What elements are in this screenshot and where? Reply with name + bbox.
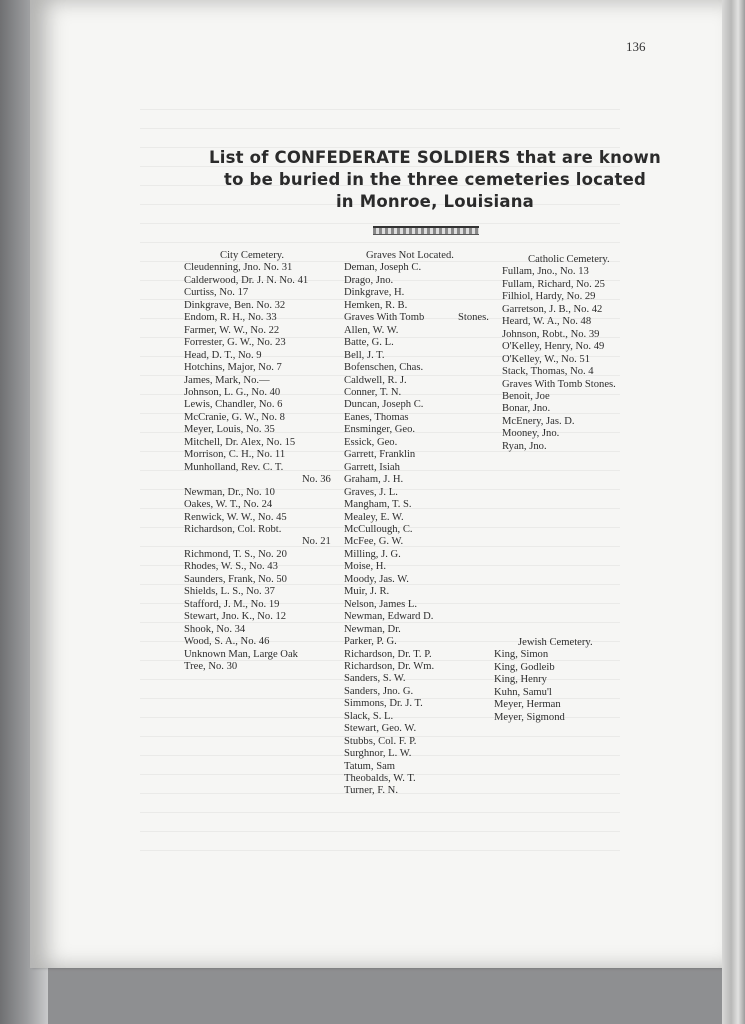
list-item: Sanders, S. W. xyxy=(344,673,406,685)
catholic-tomb-stones-heading: Graves With Tomb Stones. xyxy=(502,378,616,390)
list-item: Slack, S. L. xyxy=(344,710,394,722)
list-item: Batte, G. L. xyxy=(344,337,394,349)
list-item: Conner, T. N. xyxy=(344,386,402,398)
list-item: Graves, J. L. xyxy=(344,486,398,498)
list-item: Morrison, C. H., No. 11 xyxy=(184,449,286,461)
list-item: Moise, H. xyxy=(344,561,387,573)
list-item: Allen, W. W. xyxy=(344,324,399,336)
list-item: Hemken, R. B. xyxy=(344,299,408,311)
list-item: Mooney, Jno. xyxy=(502,428,560,440)
jewish-cemetery-heading: Jewish Cemetery. xyxy=(518,637,593,648)
list-item: Simmons, Dr. J. T. xyxy=(344,698,423,710)
list-item: Head, D. T., No. 9 xyxy=(184,349,262,361)
list-item: Fullam, Jno., No. 13 xyxy=(502,266,589,278)
list-item: King, Henry xyxy=(494,674,547,686)
tomb-stones-heading-text: Graves With Tomb xyxy=(344,312,425,324)
list-item: Wood, S. A., No. 46 xyxy=(184,636,270,648)
not-located-heading: Graves Not Located. xyxy=(366,250,454,261)
list-item: McFee, G. W. xyxy=(344,536,404,548)
list-item: Fullam, Richard, No. 25 xyxy=(502,278,605,290)
catholic-cemetery-column xyxy=(502,254,672,453)
list-item: Bofenschen, Chas. xyxy=(344,362,424,374)
tomb-stones-list xyxy=(344,325,504,798)
list-item: Garrett, Franklin xyxy=(344,449,416,461)
list-item: Newman, Dr., No. 10 xyxy=(184,486,275,498)
list-item: No. 36 xyxy=(302,474,331,486)
list-item: O'Kelley, Henry, No. 49 xyxy=(502,341,605,353)
list-item: Rhodes, W. S., No. 43 xyxy=(184,561,278,573)
list-item: Richardson, Col. Robt. xyxy=(184,523,282,535)
list-item: Stafford, J. M., No. 19 xyxy=(184,598,280,610)
list-item: Johnson, L. G., No. 40 xyxy=(184,386,281,398)
catholic-cemetery-list xyxy=(502,266,672,378)
list-item: Renwick, W. W., No. 45 xyxy=(184,511,287,523)
list-item: Heard, W. A., No. 48 xyxy=(502,316,592,328)
list-item: Forrester, G. W., No. 23 xyxy=(184,337,286,349)
catholic-tomb-stones-list xyxy=(502,391,672,453)
list-item: Duncan, Joseph C. xyxy=(344,399,424,411)
list-item: Oakes, W. T., No. 24 xyxy=(184,499,273,511)
list-item: Tatum, Sam xyxy=(344,760,396,772)
list-item: Deman, Joseph C. xyxy=(344,262,422,274)
list-item: Drago, Jno. xyxy=(344,274,394,286)
list-item: No. 21 xyxy=(302,536,331,548)
list-item: Richmond, T. S., No. 20 xyxy=(184,548,287,560)
list-item: Stewart, Geo. W. xyxy=(344,723,417,735)
list-item: Eanes, Thomas xyxy=(344,411,409,423)
list-item: Cleudenning, Jno. No. 31 xyxy=(184,262,293,274)
catholic-cemetery-heading: Catholic Cemetery. xyxy=(528,254,610,265)
list-item: Nelson, James L. xyxy=(344,598,417,610)
list-item: McCranie, G. W., No. 8 xyxy=(184,411,285,423)
title-line-2: to be buried in the three cemeteries located xyxy=(223,170,646,189)
page-number: 136 xyxy=(626,39,646,54)
list-item: Sanders, Jno. G. xyxy=(344,685,414,697)
tomb-stones-heading-cont: Stones. xyxy=(458,312,489,324)
list-item: James, Mark, No.— xyxy=(184,374,270,386)
list-item: Stack, Thomas, No. 4 xyxy=(502,366,594,378)
list-item: McEnery, Jas. D. xyxy=(502,415,575,427)
list-item: Unknown Man, Large Oak xyxy=(184,648,298,660)
not-located-column xyxy=(344,250,504,798)
city-cemetery-column xyxy=(184,250,354,673)
list-item: Richardson, Dr. Wm. xyxy=(344,660,435,672)
list-item: Newman, Dr. xyxy=(344,623,401,635)
list-item: Meyer, Herman xyxy=(494,699,561,711)
list-item: Ryan, Jno. xyxy=(502,440,547,452)
tomb-stones-heading xyxy=(344,312,504,324)
list-item: Essick, Geo. xyxy=(344,436,398,448)
list-item: Mangham, T. S. xyxy=(344,499,412,511)
list-item: Filhiol, Hardy, No. 29 xyxy=(502,291,596,303)
list-item: Stubbs, Col. F. P. xyxy=(344,735,417,747)
list-item: Saunders, Frank, No. 50 xyxy=(184,573,287,585)
list-item: Surghnor, L. W. xyxy=(344,748,412,760)
list-item: McCullough, C. xyxy=(344,523,413,535)
list-item: O'Kelley, W., No. 51 xyxy=(502,353,591,365)
list-item: Turner, F. N. xyxy=(344,785,398,797)
list-item: Richardson, Dr. T. P. xyxy=(344,648,432,660)
list-item: Kuhn, Samu'l xyxy=(494,686,552,698)
list-item: Muir, J. R. xyxy=(344,586,390,598)
list-item: Mitchell, Dr. Alex, No. 15 xyxy=(184,436,296,448)
ornamental-rule xyxy=(373,226,479,235)
list-item: Munholland, Rev. C. T. xyxy=(184,461,284,473)
list-item: Caldwell, R. J. xyxy=(344,374,407,386)
list-item: Lewis, Chandler, No. 6 xyxy=(184,399,283,411)
list-item: Newman, Edward D. xyxy=(344,611,434,623)
list-item: Stewart, Jno. K., No. 12 xyxy=(184,611,287,623)
list-item: Tree, No. 30 xyxy=(184,660,238,672)
not-located-list xyxy=(344,262,504,312)
list-item: Dinkgrave, H. xyxy=(344,287,405,299)
page-title xyxy=(200,147,670,213)
list-item: Ensminger, Geo. xyxy=(344,424,416,436)
list-item: Graham, J. H. xyxy=(344,474,404,486)
list-item: Farmer, W. W., No. 22 xyxy=(184,324,280,336)
list-item: Shields, L. S., No. 37 xyxy=(184,586,275,598)
list-item: Meyer, Louis, No. 35 xyxy=(184,424,275,436)
list-item: Garretson, J. B., No. 42 xyxy=(502,303,603,315)
list-item: King, Godleib xyxy=(494,661,555,673)
title-line-3: in Monroe, Louisiana xyxy=(335,192,535,211)
city-cemetery-list xyxy=(184,262,354,474)
list-item: Dinkgrave, Ben. No. 32 xyxy=(184,299,286,311)
title-line-1: List of CONFEDERATE SOLDIERS that are known xyxy=(209,148,661,167)
page-stack-edge xyxy=(722,0,745,1024)
city-cemetery-list-2 xyxy=(184,487,354,537)
list-item: Johnson, Robt., No. 39 xyxy=(502,328,600,340)
list-item: Hotchins, Major, No. 7 xyxy=(184,362,282,374)
list-item: Theobalds, W. T. xyxy=(344,773,416,785)
city-cemetery-list-3 xyxy=(184,549,354,674)
list-item: Meyer, Sigmond xyxy=(494,711,565,723)
list-item: Shook, No. 34 xyxy=(184,623,246,635)
list-item: Milling, J. G. xyxy=(344,548,401,560)
list-item: King, Simon xyxy=(494,649,549,661)
list-item: Bell, J. T. xyxy=(344,349,385,361)
jewish-cemetery-list xyxy=(494,649,664,724)
list-item: Curtiss, No. 17 xyxy=(184,287,249,299)
list-item: Parker, P. G. xyxy=(344,636,397,648)
list-item: Mealey, E. W. xyxy=(344,511,404,523)
list-item: Benoit, Joe xyxy=(502,390,550,402)
list-item: Endom, R. H., No. 33 xyxy=(184,312,277,324)
list-item: Calderwood, Dr. J. N. No. 41 xyxy=(184,274,309,286)
list-item: Bonar, Jno. xyxy=(502,403,551,415)
city-cemetery-heading: City Cemetery. xyxy=(220,250,285,261)
jewish-cemetery-column xyxy=(494,637,664,724)
list-item: Garrett, Isiah xyxy=(344,461,400,473)
list-item: Moody, Jas. W. xyxy=(344,573,409,585)
